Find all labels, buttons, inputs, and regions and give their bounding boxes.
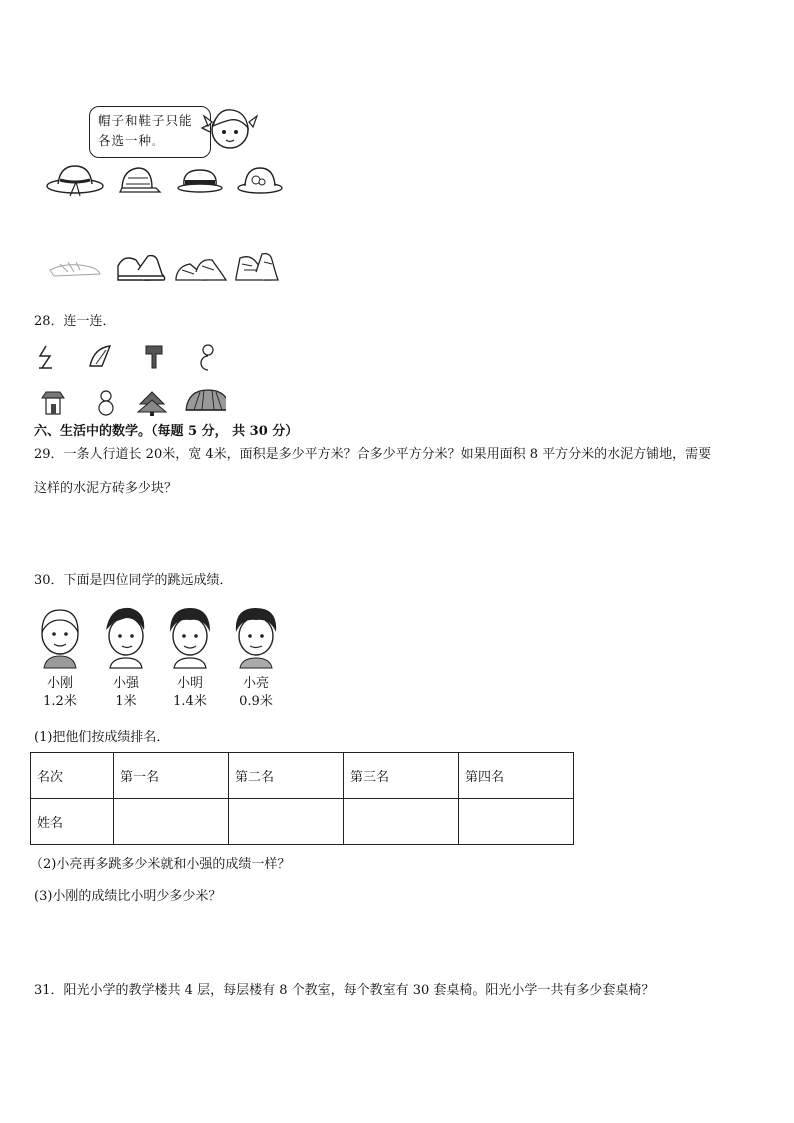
lightning-piece-icon <box>39 346 52 368</box>
house-piece-icon <box>146 346 162 368</box>
house-icon <box>42 392 64 414</box>
bubble-line-2: 各选一种。 <box>98 133 163 148</box>
q29-line-2: 这样的水泥方砖多少块？ <box>34 481 178 496</box>
q31-text: 31．阳光小学的教学楼共 4 层，每层楼有 8 个教室，每个教室有 30 套桌椅。阳光小学一共有多少套桌椅？ <box>34 983 655 998</box>
boy-1-icon <box>42 610 78 668</box>
student-name-2: 小强 <box>112 676 139 691</box>
ranking-table <box>30 752 574 845</box>
answer-cell-4[interactable] <box>459 799 574 845</box>
boy-4-icon <box>236 608 276 668</box>
table-header-cell: 第二名 <box>229 753 344 799</box>
table-row-label: 姓名 <box>31 799 114 845</box>
hats-row <box>40 158 290 200</box>
q29-line-1: 29．一条人行道长 20米，宽 4米，面积是多少平方米？合多少平方分米？如果用面积 8 平方分米的水泥方铺地，需要 <box>34 447 712 462</box>
table-row <box>31 799 574 845</box>
boy-3-icon <box>170 608 210 668</box>
answer-cell-1[interactable] <box>114 799 229 845</box>
section-6-title: 六、生活中的数学。（每题 5 分， 共 30 分） <box>34 424 299 439</box>
sneakers-icon <box>176 260 226 280</box>
snowman-piece-icon <box>201 345 213 370</box>
q28-top-shapes <box>36 340 226 372</box>
snowman-icon <box>99 391 113 415</box>
student-score-2: 1米 <box>115 694 137 709</box>
student-name-4: 小亮 <box>242 676 269 691</box>
girl-illustration <box>200 100 260 160</box>
umbrella-piece-icon <box>90 346 110 366</box>
fedora-hat-icon <box>178 170 222 192</box>
leather-shoes-icon <box>118 256 165 280</box>
hat-wide-brim-icon <box>47 166 103 196</box>
q28-text: 28．连一连． <box>34 314 116 329</box>
table-header-cell: 第三名 <box>344 753 459 799</box>
student-name-1: 小刚 <box>46 676 73 691</box>
speech-bubble <box>89 106 211 158</box>
answer-cell-3[interactable] <box>344 799 459 845</box>
table-header-cell: 第一名 <box>114 753 229 799</box>
table-row <box>31 753 574 799</box>
table-header-cell: 名次 <box>31 753 114 799</box>
q28-bottom-shapes <box>36 386 226 418</box>
umbrella-icon <box>186 390 226 410</box>
student-score-3: 1.4米 <box>173 694 207 709</box>
baseball-cap-icon <box>120 168 160 192</box>
sandal-icon <box>50 262 100 276</box>
tree-icon <box>138 392 166 416</box>
q30-intro: 30．下面是四位同学的跳远成绩． <box>34 573 233 588</box>
q30-part-3: (3)小刚的成绩比小明少多少米？ <box>34 889 222 904</box>
flower-hat-icon <box>238 168 282 193</box>
bubble-line-1: 帽子和鞋子只能 <box>98 113 193 128</box>
table-header-cell: 第四名 <box>459 753 574 799</box>
students-illustration <box>34 604 294 670</box>
answer-cell-2[interactable] <box>229 799 344 845</box>
student-score-1: 1.2米 <box>43 694 77 709</box>
student-name-3: 小明 <box>176 676 203 691</box>
high-top-sneakers-icon <box>236 254 278 280</box>
q30-part-2: （2)小亮再多跳多少米就和小强的成绩一样？ <box>30 857 291 872</box>
student-score-4: 0.9米 <box>239 694 273 709</box>
shoes-row <box>46 248 286 284</box>
q30-part-1: (1)把他们按成绩排名． <box>34 730 170 745</box>
boy-2-icon <box>106 608 144 668</box>
